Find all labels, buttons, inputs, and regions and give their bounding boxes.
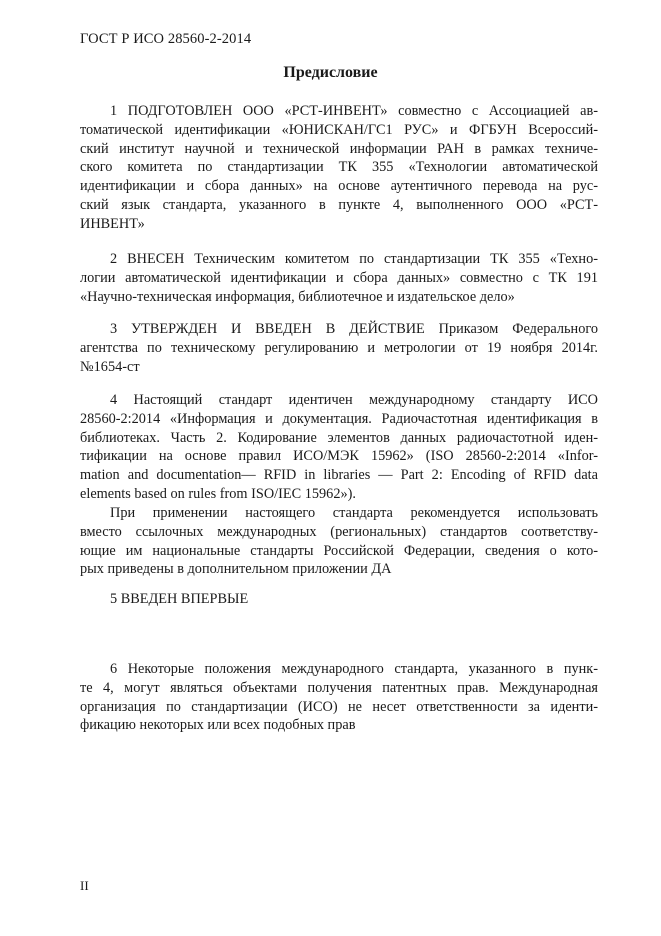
paragraph-patent-rights — [80, 660, 598, 735]
text-line: ский язык стандарта, указанного в пункте 4, выполненного ООО «РСТ- — [80, 196, 598, 213]
text-line: 1 ПОДГОТОВЛЕН ООО «РСТ-ИНВЕНТ» совместно с Ассоциацией ав- — [110, 103, 598, 119]
text-line: «Научно-техническая информация, библиотечное и издательское дело» — [80, 288, 515, 305]
text-line: томатической идентификации «ЮНИСКАН/ГС1 РУС» и ФГБУН Всероссий- — [80, 121, 598, 138]
text-line: тификации на основе правил ИСО/МЭК 15962» (ISO 28560-2:2014 «Infor- — [80, 448, 598, 465]
text-line: 4 Настоящий стандарт идентичен международному стандарту ИСО — [110, 392, 598, 408]
text-line: ющие им национальные стандарты Российской Федерации, сведения о кото- — [80, 542, 598, 559]
text-line: организация по стандартизации (ИСО) не несет ответственности за иденти- — [80, 698, 598, 715]
text-line: 3 УТВЕРЖДЕН И ВВЕДЕН В ДЕЙСТВИЕ Приказом Федерального — [110, 321, 598, 337]
text-line: вместо ссылочных международных (региональных) стандартов соответству- — [80, 523, 598, 540]
paragraph-identical-standard — [80, 391, 598, 504]
text-line: ИНВЕНТ» — [80, 215, 145, 232]
text-line: 5 ВВЕДЕН ВПЕРВЫЕ — [110, 591, 249, 607]
document-code-header: ГОСТ Р ИСО 28560-2-2014 — [80, 31, 252, 47]
paragraph-prepared-by — [80, 102, 598, 234]
text-line: библиотеках. Часть 2. Кодирование элементов данных радиочастотной иден- — [80, 429, 598, 446]
text-line: ский институт научной и технической информации РАН в рамках техниче- — [80, 140, 598, 157]
text-line: фикацию некоторых или всех подобных прав — [80, 717, 356, 734]
text-line: агентства по техническому регулированию и метрологии от 19 ноября 2014г. — [80, 339, 598, 356]
paragraph-approved — [80, 320, 598, 376]
text-line: логии автоматической идентификации и сбора данных» совместно с ТК 191 — [80, 269, 598, 286]
text-line: идентификации и сбора данных» на основе аутентичного перевода на рус- — [80, 178, 598, 195]
text-line: mation and documentation— RFID in libraries — Part 2: Encoding of RFID data — [80, 467, 598, 484]
paragraph-application-note — [80, 504, 598, 579]
text-line: elements based on rules from ISO/IEC 15962»). — [80, 485, 356, 502]
text-line: №1654-ст — [80, 358, 140, 375]
text-line: 2 ВНЕСЕН Техническим комитетом по стандартизации ТК 355 «Техно- — [110, 251, 598, 267]
text-line: рых приведены в дополнительном приложении ДА — [80, 561, 392, 578]
text-line: 28560-2:2014 «Информация и документация. Радиочастотная идентификация в — [80, 410, 598, 427]
section-title: Предисловие — [283, 64, 378, 81]
text-line: ского комитета по стандартизации ТК 355 «Технологии автоматической — [80, 159, 598, 176]
text-line: При применении настоящего стандарта рекомендуется использовать — [110, 505, 598, 521]
text-line: те 4, могут являться объектами получения патентных прав. Международная — [80, 679, 598, 696]
text-line: 6 Некоторые положения международного стандарта, указанного в пунк- — [110, 661, 598, 677]
page-number: II — [80, 878, 89, 893]
paragraph-introduced-by — [80, 250, 598, 306]
paragraph-first-introduced — [80, 590, 598, 609]
